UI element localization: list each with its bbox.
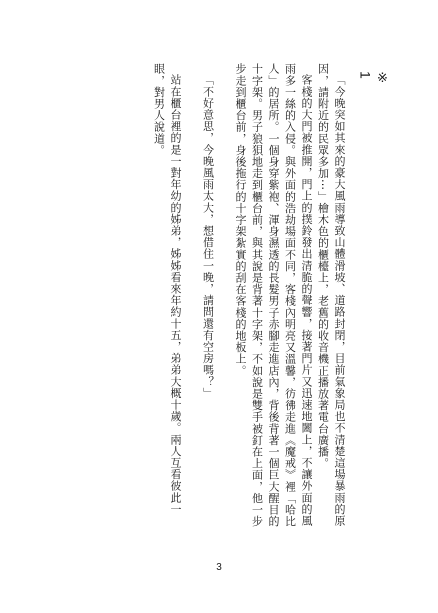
paragraph-siblings: 站在櫃台裡的是一對年幼的姊弟，姊姊看來年約十五，弟弟大概十歲。兩人互看彼此一眼，對男人說道。 — [152, 63, 182, 515]
paragraph-radio-broadcast: 「今晚突如其來的豪大風雨導致山體滑坡、道路封閉，目前氣象局也不清楚這場暴雨的原因，請附近的民眾多加⋯」檜木色的櫃檯上，老舊的收音機正播放著電台廣播。 — [316, 63, 346, 527]
section-mark: ※ — [375, 71, 390, 86]
vertical-text-body — [38, 63, 390, 533]
paragraph-inn-door: 客棧的大門被推開，門上的撲鈴發出清脆的聲響，接著門片又迅速地闔上，不讓外面的風雨多一絲的入侵。與外面的浩劫場面不同，客棧內明亮又溫馨，彷彿走進《魔戒》裡「哈比人」的居所。一個身穿紫袍、渾身濕透的長髮男子赤腳走進店內，背後背著一個巨大醒目的十字架。男子狼狽地走到櫃台前，與其說是背著十字架，不如說是雙手被釘在上面，他一步步走到櫃台前，身後拖行的十字架紮實的刮在客棧的地板上。 — [234, 63, 313, 527]
chapter-number: 1 — [357, 71, 374, 80]
page-number: 3 — [216, 562, 222, 573]
paragraph-dialogue: 「不好意思，今晚風雨太大，想借住一晚，請問還有空房嗎？」 — [201, 74, 215, 399]
